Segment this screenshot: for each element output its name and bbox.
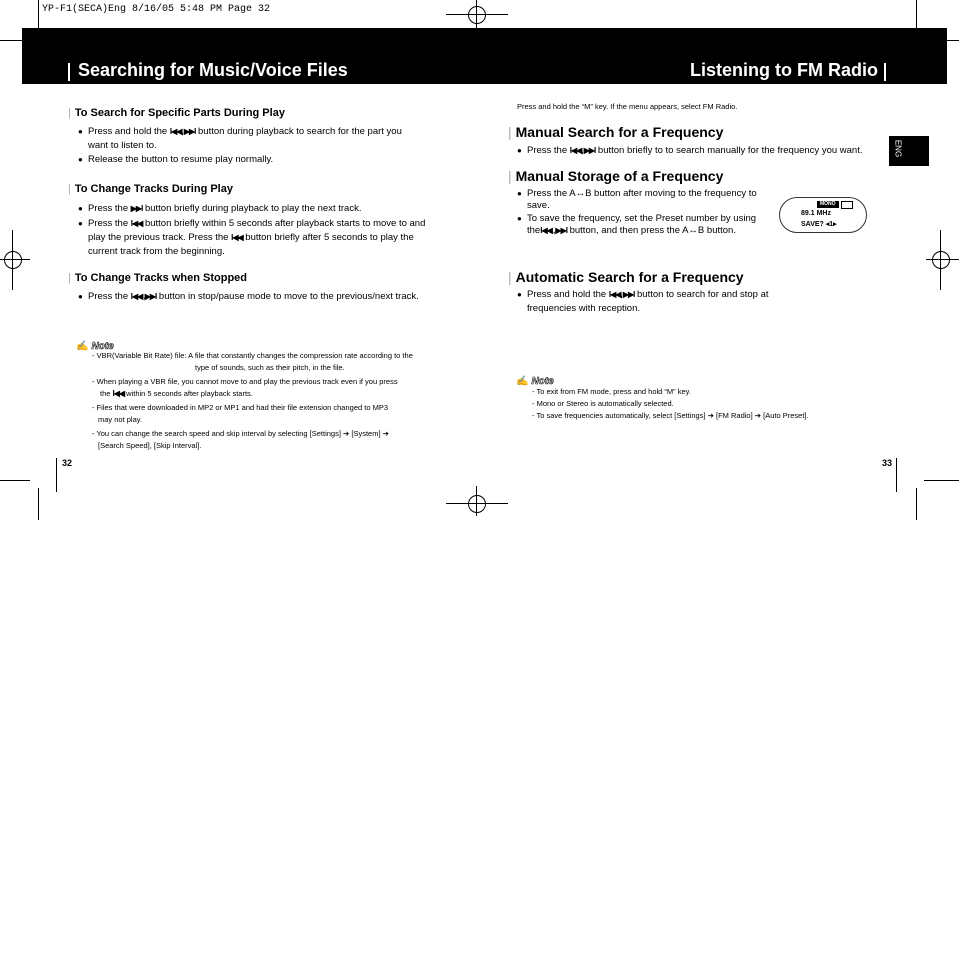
note-body: - VBR(Variable Bit Rate) file: A file that constantly changes the compression rate according to the type of sounds, such as their pitch, in the file. - When playing a VBR file, you cannot move to and play the previous track even if you press the I◀◀ within 5 seconds after playback starts. - Files that were downloaded in MP2 or MP1 and had their file extension changed to MP3 may not play. - You can change the search speed and skip interval by selecting [Settings] ➔ [System] ➔ [Search Speed], [Skip Interval]. — [92, 351, 413, 450]
registration-cross — [0, 259, 30, 260]
bullet-item: ● Press the A↔B button after moving to the frequency to save. — [517, 188, 772, 212]
right-page-title: Listening to FM Radio — [690, 60, 878, 80]
section-body — [78, 125, 448, 167]
section-body — [517, 144, 887, 158]
previous-track-icon: I◀◀ — [231, 233, 243, 242]
pencil-icon: ✍ — [516, 376, 529, 387]
page-number: 32 — [62, 458, 73, 468]
registration-circle — [4, 251, 22, 269]
section-body — [517, 188, 772, 237]
bullet-item: ● Press and hold the I◀◀, ▶▶I button during playback to search for the part you want to listen to. — [78, 125, 448, 153]
crop-mark — [38, 488, 39, 520]
note-header: ✍ Note — [516, 376, 554, 387]
section-heading: | To Change Tracks when Stopped — [68, 272, 248, 284]
crop-mark — [896, 458, 897, 492]
section-body — [517, 288, 887, 316]
crop-mark — [916, 0, 917, 28]
bullet-item: ● Press and hold the I◀◀, ▶▶I button to search for and stop at frequencies with reception. — [517, 288, 887, 316]
pencil-icon: ✍ — [76, 341, 89, 352]
section-body — [78, 290, 448, 304]
registration-cross — [476, 486, 477, 516]
next-track-icon: ▶▶I — [130, 204, 143, 213]
crop-mark — [916, 488, 917, 520]
registration-cross — [940, 230, 941, 290]
skip-buttons-icon: I◀◀, ▶▶I — [569, 146, 596, 155]
previous-track-icon: I◀◀ — [112, 389, 125, 398]
registration-circle — [468, 495, 486, 513]
skip-buttons-icon: I◀◀ , ▶▶I — [540, 226, 567, 235]
crop-mark — [0, 480, 30, 481]
printer-slug: YP-F1(SECA)Eng 8/16/05 5:48 PM Page 32 — [42, 4, 271, 15]
section-heading: | Automatic Search for a Frequency — [508, 269, 744, 285]
bullet-item: ● Press the I◀◀, ▶▶I button briefly to to search manually for the frequency you want. — [517, 144, 887, 158]
crop-mark — [38, 0, 39, 28]
title-bar-accent — [884, 63, 886, 81]
crop-mark — [56, 458, 57, 492]
bullet-item: ● Press the I◀◀ button briefly within 5 seconds after playback starts to move to and play the previous track. Press the I◀◀ button briefly after 5 seconds to play the current track from the beginning. — [78, 217, 448, 259]
registration-circle — [932, 251, 950, 269]
crop-mark — [0, 40, 22, 41]
section-heading: | Manual Storage of a Frequency — [508, 168, 724, 184]
skip-buttons-icon: I◀◀ ,▶▶I — [130, 292, 157, 301]
bullet-item: ● Press the I◀◀ ,▶▶I button in stop/pause mode to move to the previous/next track. — [78, 290, 448, 304]
page-number: 33 — [882, 458, 893, 468]
crop-mark — [924, 480, 959, 481]
registration-cross — [446, 14, 508, 15]
skip-buttons-icon: I◀◀, ▶▶I — [169, 127, 196, 136]
battery-icon — [841, 201, 853, 209]
registration-cross — [12, 230, 13, 290]
mono-indicator: MONO — [817, 201, 839, 208]
section-body — [78, 202, 448, 259]
title-bar-accent — [68, 63, 70, 81]
intro-text: Press and hold the “M” key. If the menu appears, select FM Radio. — [517, 102, 738, 111]
section-heading: | To Search for Specific Parts During Play — [68, 107, 285, 119]
language-tab-label: ENG — [893, 139, 903, 158]
registration-cross — [926, 259, 959, 260]
note-header: ✍ Note — [76, 341, 114, 352]
registration-cross — [446, 503, 508, 504]
bullet-item: ● To save the frequency, set the Preset number by using theI◀◀ , ▶▶I button, and then press the A↔B button. — [517, 213, 772, 237]
save-prompt: SAVE? ◂1▸ — [801, 221, 837, 228]
registration-circle — [468, 6, 486, 24]
bullet-item: ● Press the ▶▶I button briefly during playback to play the next track. — [78, 202, 448, 216]
left-page-title: Searching for Music/Voice Files — [78, 60, 348, 80]
section-heading: | Manual Search for a Frequency — [508, 124, 724, 140]
previous-track-icon: I◀◀ — [130, 219, 143, 228]
note-body: - To exit from FM mode, press and hold “M” key. - Mono or Stereo is automatically selected. - To save frequencies automatically, select [Settings] ➔ [FM Radio] ➔ [Auto Preset]. — [532, 387, 809, 420]
section-heading: | To Change Tracks During Play — [68, 183, 233, 195]
skip-buttons-icon: I◀◀, ▶▶I — [608, 290, 635, 299]
bullet-item: ● Release the button to resume play normally. — [78, 153, 448, 167]
frequency-readout: 89.1 MHz — [801, 210, 831, 217]
